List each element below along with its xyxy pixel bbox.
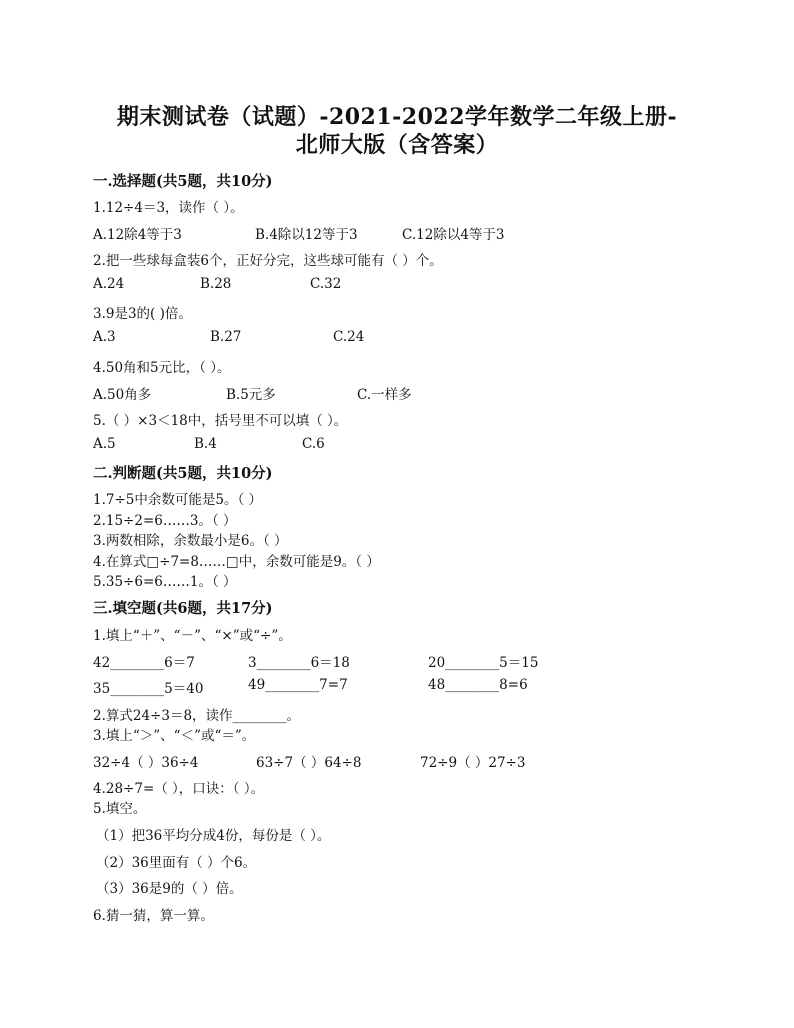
choice-question-1: 1.12÷4＝3，读作（ ）。	[93, 200, 244, 216]
judge-question-1: 1.7÷5中余数可能是5。（ ）	[93, 492, 263, 508]
document-title-line1: 期末测试卷（试题）-2021-2022学年数学二年级上册-	[116, 104, 678, 130]
fill-q5-item-1: （1）把36平均分成4份，每份是（ ）。	[96, 828, 331, 844]
fill-q5-item-2: （2）36里面有（ ）个6。	[96, 855, 257, 871]
expression: 48________8=6	[428, 677, 528, 693]
section-heading-fill: 三.填空题(共6题，共17分)	[93, 600, 273, 617]
option-c: C.12除以4等于3	[402, 227, 505, 243]
fill-question-2: 2.算式24÷3＝8，读作________。	[93, 708, 301, 724]
comparison: 32÷4（ ）36÷4	[93, 755, 199, 771]
fill-question-1: 1.填上“＋”、“－”、“×”或“÷”。	[93, 628, 292, 644]
choice-question-3: 3.9是3的( )倍。	[93, 306, 192, 322]
fill-question-3: 3.填上“＞”、“＜”或“＝”。	[93, 728, 256, 744]
choice-question-5: 5.（ ）×3＜18中，括号里不可以填（ ）。	[93, 413, 348, 429]
option-a: A.3	[93, 329, 116, 345]
option-a: A.12除4等于3	[93, 227, 182, 243]
option-a: A.24	[93, 276, 125, 292]
comparison: 72÷9（ ）27÷3	[420, 755, 526, 771]
expression: 3________6＝18	[248, 655, 350, 671]
comparison: 63÷7（ ）64÷8	[256, 755, 362, 771]
fill-question-6: 6.猜一猜，算一算。	[93, 908, 214, 924]
option-a: A.50角多	[93, 387, 152, 403]
section-heading-choice: 一.选择题(共5题，共10分)	[93, 173, 273, 190]
expression: 49________7=7	[248, 677, 348, 693]
expression: 35________5＝40	[93, 681, 204, 697]
judge-question-3: 3.两数相除，余数最小是6。（ ）	[93, 533, 288, 549]
judge-question-5: 5.35÷6=6……1。（ ）	[93, 574, 237, 590]
option-c: C.6	[302, 436, 325, 452]
option-b: B.28	[200, 276, 232, 292]
fill-question-5: 5.填空。	[93, 801, 147, 817]
option-c: C.一样多	[357, 387, 412, 403]
option-b: B.5元多	[226, 387, 276, 403]
option-c: C.32	[310, 276, 342, 292]
judge-question-4: 4.在算式□÷7=8……□中，余数可能是9。（ ）	[93, 554, 380, 570]
fill-question-4: 4.28÷7=（ ），口诀：（ ）。	[93, 781, 265, 797]
judge-question-2: 2.15÷2=6……3。（ ）	[93, 513, 237, 529]
option-a: A.5	[93, 436, 116, 452]
section-heading-judge: 二.判断题(共5题，共10分)	[93, 465, 273, 482]
choice-question-2: 2.把一些球每盒装6个，正好分完，这些球可能有（ ）个。	[93, 253, 443, 269]
choice-question-4: 4.50角和5元比，（ ）。	[93, 360, 231, 376]
option-b: B.4除以12等于3	[255, 227, 358, 243]
option-c: C.24	[333, 329, 365, 345]
option-b: B.4	[194, 436, 217, 452]
expression: 42________6＝7	[93, 655, 195, 671]
fill-q5-item-3: （3）36是9的（ ）倍。	[96, 881, 243, 897]
option-b: B.27	[210, 329, 242, 345]
expression: 20________5＝15	[428, 655, 539, 671]
document-title-line2: 北师大版（含答案）	[295, 132, 499, 158]
